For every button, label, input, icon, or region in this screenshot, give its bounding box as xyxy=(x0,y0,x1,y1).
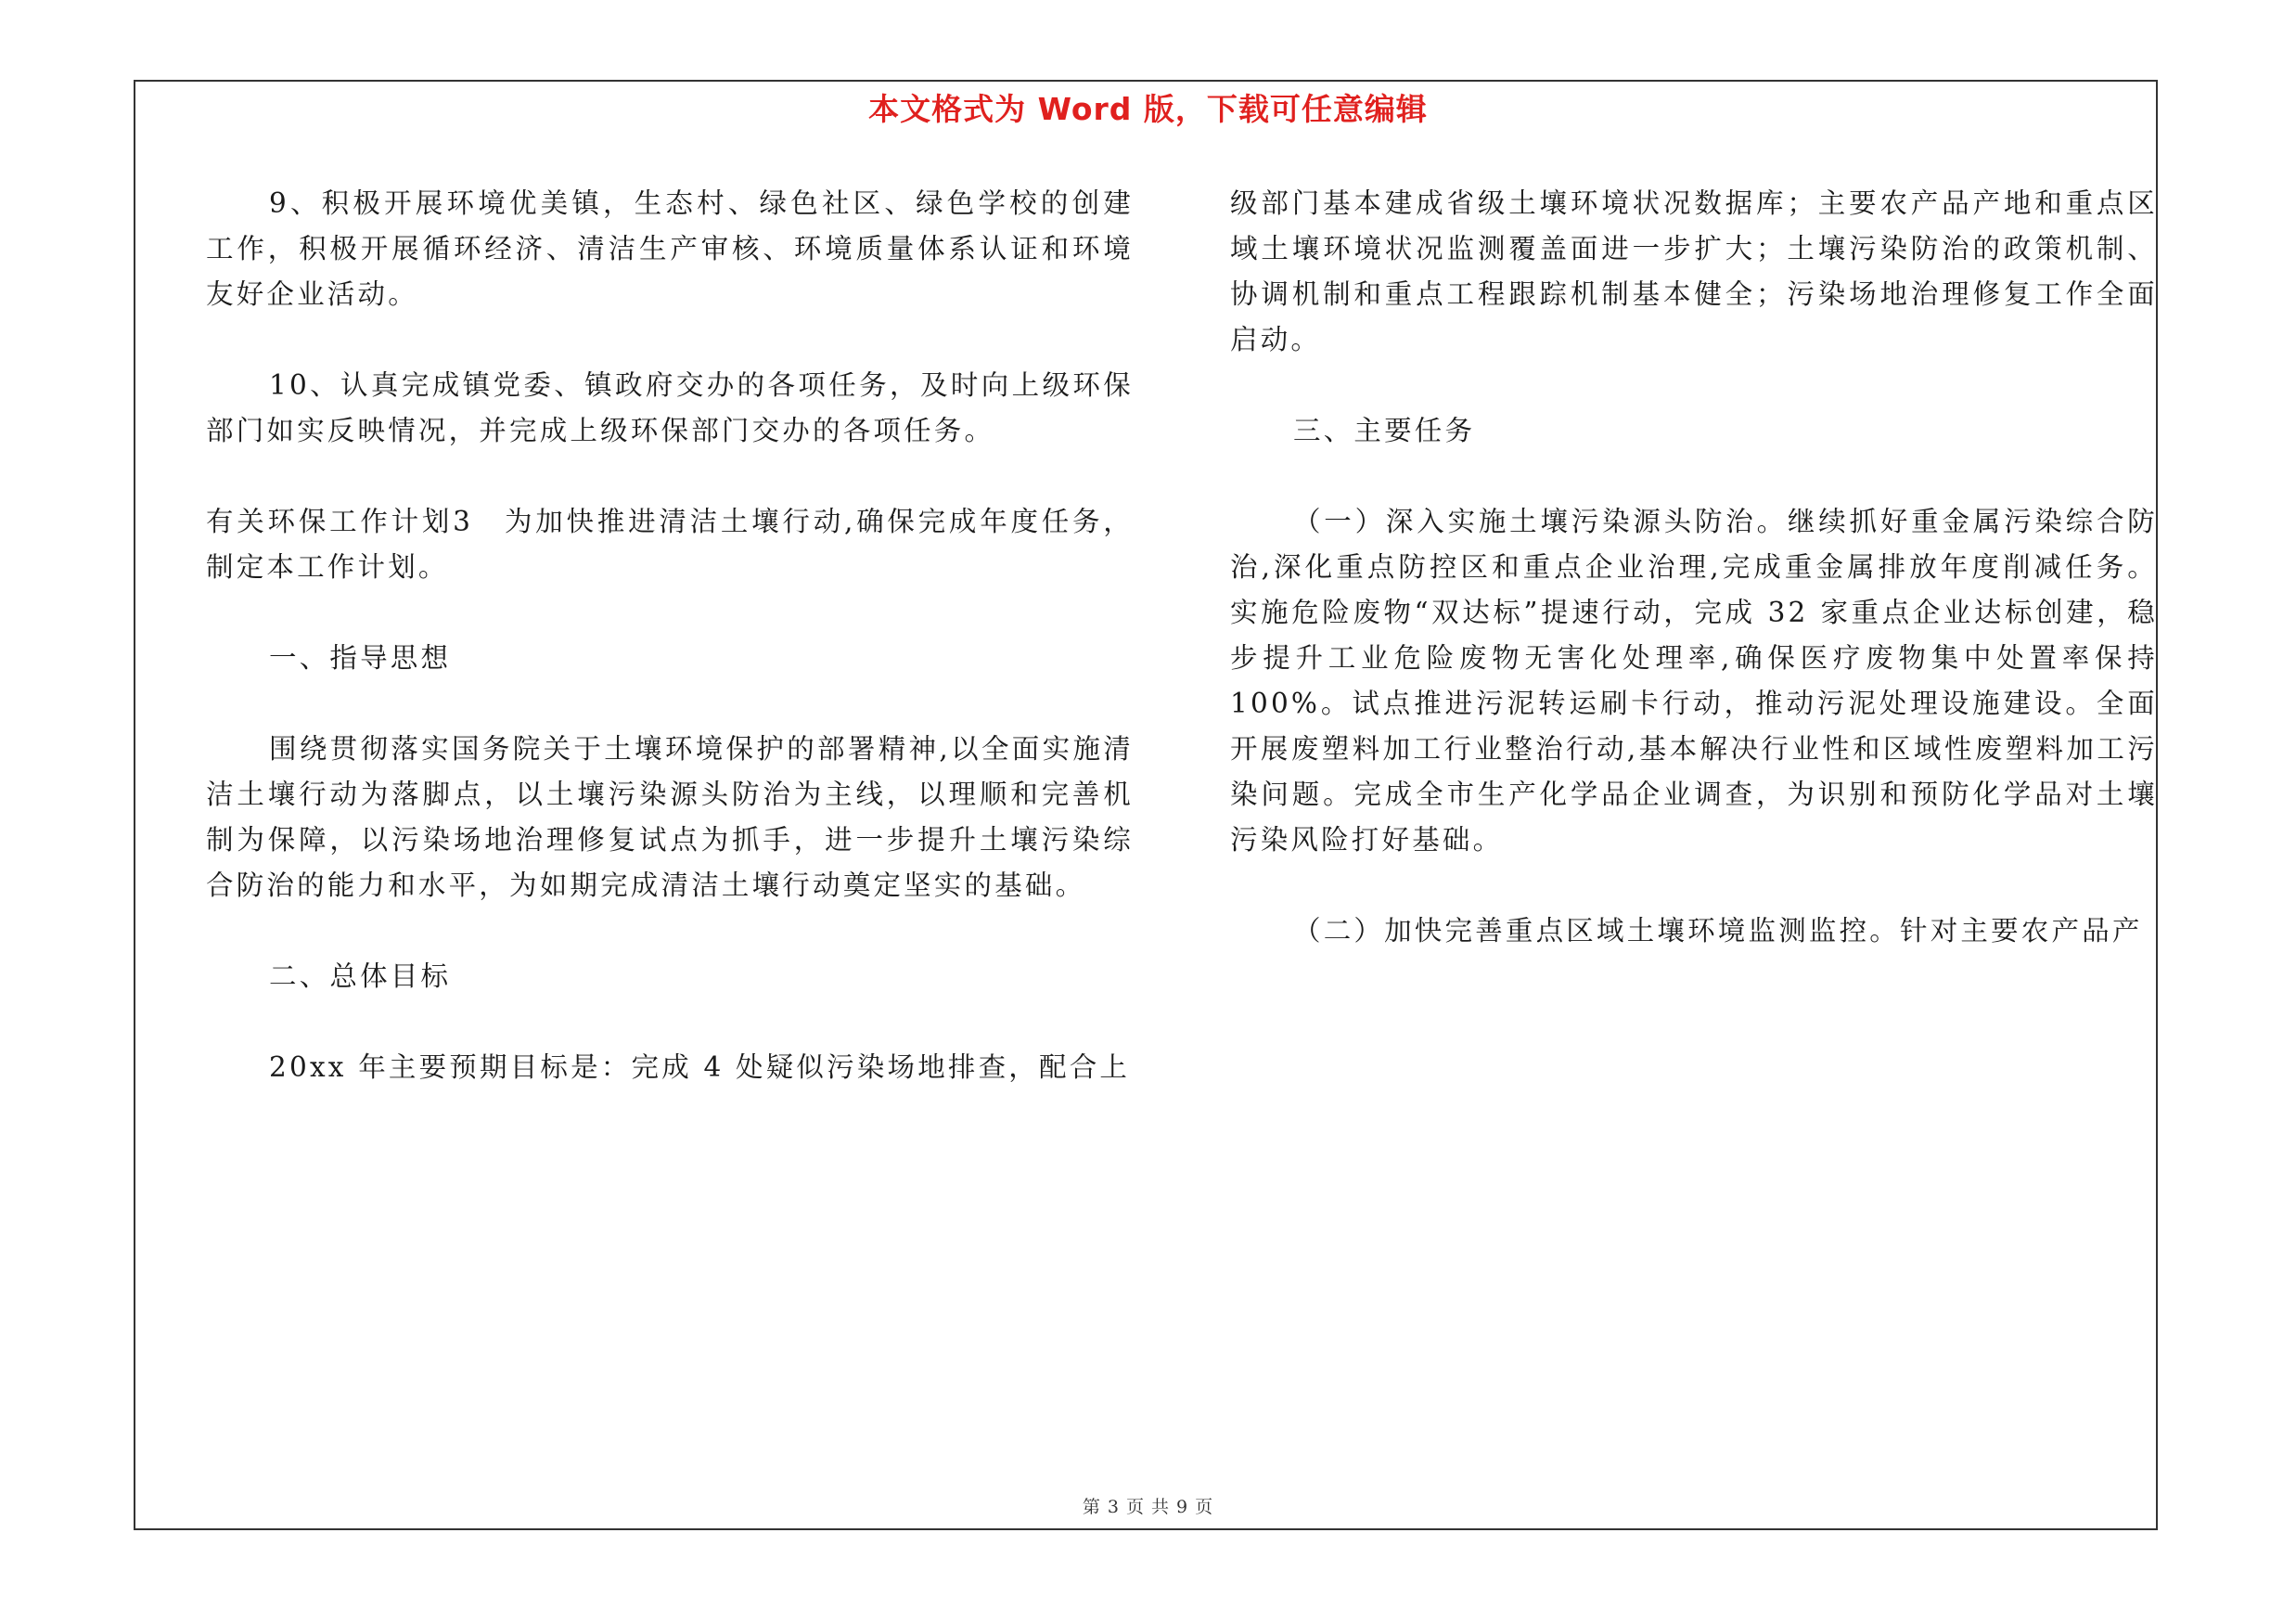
right-column xyxy=(1230,181,2158,999)
guiding-ideology-paragraph: 围绕贯彻落实国务院关于土壤环境保护的部署精神,以全面实施清洁土壤行动为落脚点，以土壤污染源头防治为主线，以理顺和完善机制为保障，以污染场地治理修复试点为抓手，进一步提升土壤污染综合防治的能力和水平，为如期完成清洁土壤行动奠定坚实的基础。 xyxy=(206,733,1134,901)
overall-goals-continuation: 级部门基本建成省级土壤环境状况数据库；主要农产品产地和重点区域土壤环境状况监测覆盖面进一步扩大；土壤污染防治的政策机制、协调机制和重点工程跟踪机制基本健全；污染场地治理修复工作全面启动。 xyxy=(1230,187,2158,355)
plan-3-intro: 有关环保工作计划3 为加快推进清洁土壤行动,确保完成年度任务，制定本工作计划。 xyxy=(206,506,1134,583)
section-heading-overall-goals: 二、总体目标 xyxy=(269,960,452,992)
task-2-paragraph: （二）加快完善重点区域土壤环境监测监控。针对主要农产品产 xyxy=(1293,915,2143,947)
overall-goals-paragraph: 20xx 年主要预期目标是：完成 4 处疑似污染场地排查，配合上 xyxy=(269,1051,1131,1083)
format-notice-banner: 本文格式为 Word 版，下载可任意编辑 xyxy=(868,91,1428,127)
section-heading-guiding-ideology: 一、指导思想 xyxy=(269,642,452,674)
paragraph-item-9: 9、积极开展环境优美镇，生态村、绿色社区、绿色学校的创建工作，积极开展循环经济、清洁生产审核、环境质量体系认证和环境友好企业活动。 xyxy=(206,187,1134,310)
left-column xyxy=(206,181,1134,1136)
page-number-footer: 第 3 页 共 9 页 xyxy=(1082,1497,1214,1517)
task-1-paragraph: （一）深入实施土壤污染源头防治。继续抓好重金属污染综合防治,深化重点防控区和重点企业治理,完成重金属排放年度削减任务。实施危险废物“双达标”提速行动，完成 32 家重点企业达标创建，稳步提升工业危险废物无害化处理率,确保医疗废物集中处置率保持 100%。试点推进污泥转运刷卡行动，推动污泥处理设施建设。全面开展废塑料加工行业整治行动,基本解决行业性和区域性废塑料加工污染问题。完成全市生产化学品企业调查，为识别和预防化学品对土壤污染风险打好基础。 xyxy=(1230,506,2158,856)
section-heading-main-tasks: 三、主要任务 xyxy=(1293,415,1476,446)
paragraph-item-10: 10、认真完成镇党委、镇政府交办的各项任务，及时向上级环保部门如实反映情况，并完成上级环保部门交办的各项任务。 xyxy=(206,369,1134,446)
